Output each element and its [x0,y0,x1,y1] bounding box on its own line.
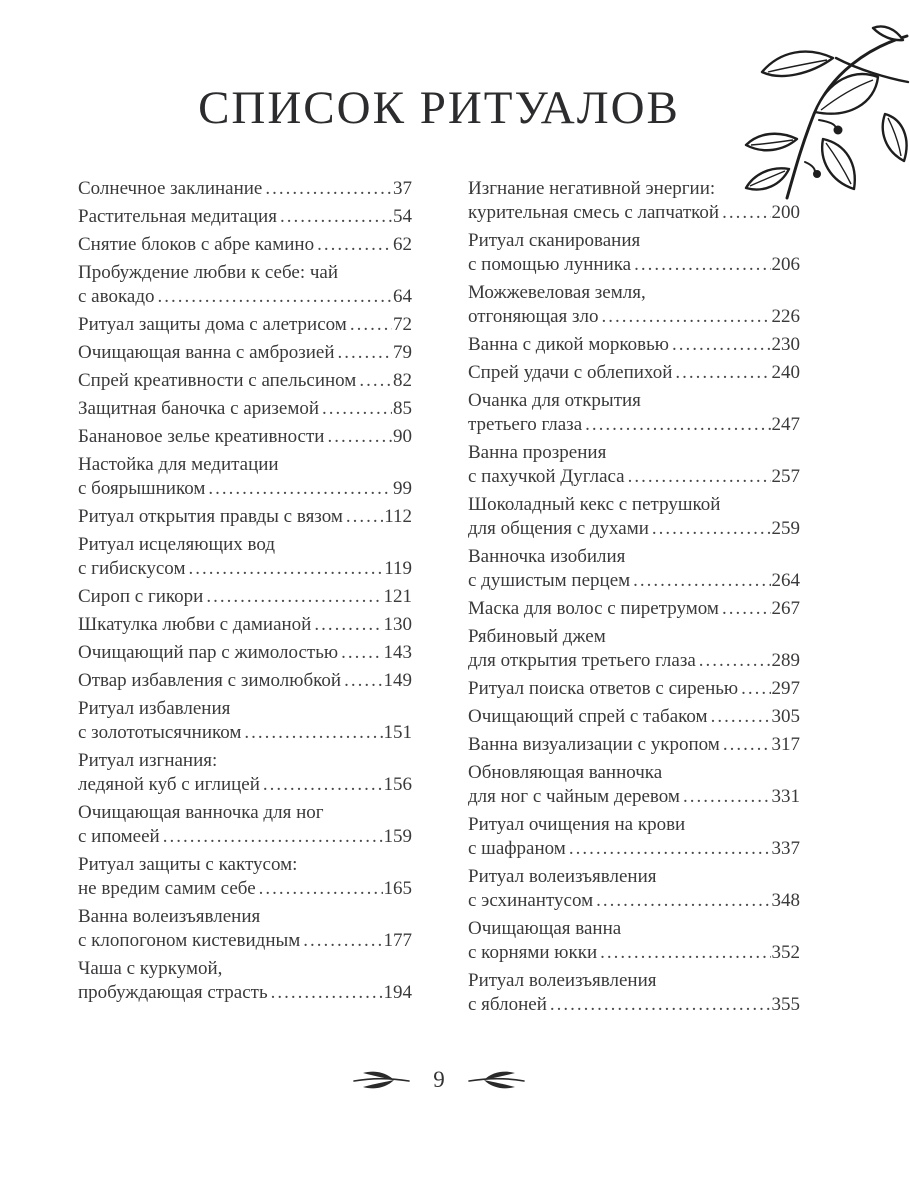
dot-leader [350,313,392,337]
toc-entry-line [468,305,800,329]
dot-leader [550,993,771,1017]
toc-entry [78,801,412,849]
toc-entry [78,533,412,581]
toc-entry [78,905,412,953]
toc-entry [78,585,412,609]
toc-entry [468,761,800,809]
toc-page-number: 99 [393,477,412,499]
toc-entry-title: Ванна прозрения [468,441,607,463]
toc-entry-title: отгоняющая зло [468,305,599,327]
toc-page-number: 230 [771,333,800,355]
toc-entry-title: пробуждающая страсть [78,981,268,1003]
toc-entry-title: Ритуал волеизъявления [468,969,657,991]
toc-entry-line [78,585,412,609]
dot-leader [652,517,771,541]
toc-entry-title: Отвар избавления с зимолюбкой [78,669,342,691]
toc-page-number: 264 [771,569,800,591]
toc-entry-line [78,233,412,257]
toc-entry-line [468,333,800,357]
toc-entry-line [468,281,800,305]
toc-entry-line [78,425,412,449]
toc-entry-title: Можжевеловая земля, [468,281,646,303]
toc-entry-line [468,465,800,489]
toc-entry-title: Чаша с куркумой, [78,957,223,979]
toc-entry-line [468,545,800,569]
toc-entry [78,505,412,529]
dot-leader [271,981,383,1005]
toc-entry-title: с авокадо [78,285,155,307]
dot-leader [344,669,382,693]
toc-entry [468,281,800,329]
toc-entry-title: Ритуал защиты с кактусом: [78,853,298,875]
dot-leader [158,285,392,309]
toc-entry-line [468,597,800,621]
dot-leader [634,253,770,277]
toc-entry [468,813,800,861]
dot-leader [244,721,382,745]
dot-leader [280,205,392,229]
toc-entry-title: с яблоней [468,993,547,1015]
toc-entry-title: третьего глаза [468,413,583,435]
dot-leader [628,465,771,489]
dot-leader [265,177,392,201]
toc-entry-line [78,801,412,825]
dot-leader [322,397,392,421]
toc-entry-line [78,905,412,929]
toc-entry [78,177,412,201]
toc-page-number: 200 [771,201,800,223]
toc-entry-line [78,613,412,637]
toc-entry-title: Ритуал сканирования [468,229,641,251]
toc-entry [78,341,412,365]
dot-leader [741,677,770,701]
toc-entry-line [468,413,800,437]
toc-entry-line [468,733,800,757]
toc-entry-title: Ритуал исцеляющих вод [78,533,275,555]
toc-page-number: 37 [393,177,412,199]
toc-entry [468,733,800,757]
dot-leader [341,641,382,665]
toc-entry-line [78,205,412,229]
toc-page-number: 226 [771,305,800,327]
toc-entry-title: с ипомеей [78,825,160,847]
toc-entry-title: Ванна волеизъявления [78,905,261,927]
toc-entry-title: с гибискусом [78,557,186,579]
dot-leader [259,877,383,901]
toc-entry-title: с пахучкой Дугласа [468,465,625,487]
toc-page-number: 121 [383,585,412,607]
toc-entry [468,333,800,357]
dot-leader [314,613,382,637]
toc-entry-line [78,853,412,877]
toc-entry-line [468,389,800,413]
dot-leader [303,929,382,953]
toc-entry [78,205,412,229]
toc-entry-line [78,261,412,285]
toc-page-number: 82 [393,369,412,391]
toc-entry-line [78,929,412,953]
toc-page-number: 267 [771,597,800,619]
toc-entry [468,705,800,729]
toc-page-number: 165 [383,877,412,899]
toc-entry-title: с помощью лунника [468,253,632,275]
dot-leader [596,889,770,913]
toc-page-number: 317 [771,733,800,755]
toc-page-number: 156 [383,773,412,795]
toc-entry-title: не вредим самим себе [78,877,256,899]
toc-entry-title: Ритуал очищения на крови [468,813,686,835]
toc-entry-title: Ритуал защиты дома с алетрисом [78,313,347,335]
toc-entry [468,493,800,541]
toc-page-number: 130 [383,613,412,635]
toc-entry [78,369,412,393]
toc-entry [78,641,412,665]
dot-leader [338,341,392,365]
toc-entry [78,697,412,745]
toc-entry-title: с боярышником [78,477,206,499]
dot-leader [723,733,771,757]
toc-page-number: 348 [771,889,800,911]
dot-leader [683,785,771,809]
toc-page-number: 355 [771,993,800,1015]
toc-page-number: 194 [383,981,412,1003]
toc-entry-line [78,341,412,365]
toc-entry [468,545,800,593]
dot-leader [711,705,771,729]
toc-page-number: 112 [384,505,412,527]
toc-page-number: 352 [771,941,800,963]
vine-leaves-corner-icon [735,20,910,205]
toc-entry-line [468,517,800,541]
toc-entry-line [78,397,412,421]
toc-column-left [78,177,412,1021]
toc-entry-line [78,557,412,581]
toc-entry-line [468,761,800,785]
leaf-arrow-right-icon [353,1070,411,1090]
toc-entry-line [468,969,800,993]
toc-entry-title: для общения с духами [468,517,649,539]
toc-entry [468,361,800,385]
dot-leader [600,941,770,965]
toc-entry [468,625,800,673]
toc-entry-line [468,569,800,593]
toc-entry [78,453,412,501]
toc-entry-line [78,505,412,529]
toc-entry [468,969,800,1017]
toc-entry-line [468,837,800,861]
dot-leader [585,413,770,437]
toc-entry-title: Пробуждение любви к себе: чай [78,261,339,283]
dot-leader [188,557,383,581]
toc-entry-line [78,313,412,337]
toc-entry-line [468,253,800,277]
toc-page-number: 305 [771,705,800,727]
toc-page-number: 72 [393,313,412,335]
toc-entry-title: Банановое зелье креативности [78,425,325,447]
toc-page-number: 259 [771,517,800,539]
toc-entry-line [78,773,412,797]
toc-page-number: 289 [771,649,800,671]
toc-page-number: 177 [383,929,412,951]
toc-page-number: 149 [383,669,412,691]
toc-entry-line [468,785,800,809]
toc-entry-title: ледяной куб с иглицей [78,773,260,795]
toc-entry-title: Шоколадный кекс с петрушкой [468,493,721,515]
toc-entry-title: курительная смесь с лапчаткой [468,201,720,223]
dot-leader [675,361,770,385]
toc-entry-title: Очищающая ванночка для ног [78,801,324,823]
toc-entry-line [468,361,800,385]
toc-entry-line [78,453,412,477]
leaf-arrow-left-icon [467,1070,525,1090]
toc-page-number: 240 [771,361,800,383]
toc-entry [78,397,412,421]
toc-entry [468,865,800,913]
toc-entry [468,229,800,277]
toc-entry-line [468,493,800,517]
toc-entry [468,917,800,965]
toc-entry-title: с корнями юкки [468,941,598,963]
toc-entry-line [78,669,412,693]
toc-page-number: 247 [771,413,800,435]
toc-entry-line [78,877,412,901]
toc-entry-title: Очищающая ванна [468,917,622,939]
toc-entry-line [468,917,800,941]
toc-entry-line [78,749,412,773]
toc-entry-title: с эсхинантусом [468,889,594,911]
toc-entry [78,669,412,693]
dot-leader [317,233,392,257]
toc-entry-title: Защитная баночка с ариземой [78,397,320,419]
dot-leader [633,569,770,593]
dot-leader [208,477,392,501]
page-footer [78,1068,800,1091]
dot-leader [206,585,382,609]
toc-entry-title: Ванна визуализации с укропом [468,733,720,755]
toc-entry-title: Ритуал изгнания: [78,749,218,771]
toc-page-number: 143 [383,641,412,663]
toc-entry-title: Маска для волос с пиретрумом [468,597,719,619]
toc-entry-title: с шафраном [468,837,566,859]
toc-entry-title: Настойка для медитации [78,453,279,475]
toc-entry-line [468,649,800,673]
toc-entry-title: Ванночка изобилия [468,545,626,567]
toc-page-number: 79 [393,341,412,363]
toc-entry-title: Ритуал избавления [78,697,231,719]
toc-entry-title: с душистым перцем [468,569,631,591]
toc-entry-line [78,533,412,557]
toc-page-number: 62 [393,233,412,255]
toc-entry-title: Очищающий пар с жимолостью [78,641,339,663]
toc-entry-title: Очанка для открытия [468,389,641,411]
toc-entry [78,613,412,637]
toc-entry-line [468,677,800,701]
toc-entry-line [468,813,800,837]
toc-entry-title: Ритуал открытия правды с вязом [78,505,343,527]
toc-entry [78,425,412,449]
toc-entry-line [78,285,412,309]
dot-leader [327,425,392,449]
toc-page-number: 257 [771,465,800,487]
toc-page-number: 119 [384,557,412,579]
toc-entry-line [468,441,800,465]
toc-entry [78,853,412,901]
toc-entry-title: Снятие блоков с абре камино [78,233,315,255]
toc-entry-line [468,889,800,913]
toc-entry [78,313,412,337]
toc-entry-line [78,825,412,849]
toc-entry [78,749,412,797]
toc-entry [468,441,800,489]
toc-entry [468,389,800,437]
toc-page-number: 151 [383,721,412,743]
toc-entry-title: Рябиновый джем [468,625,606,647]
toc-entry-line [78,697,412,721]
toc-entry-title: Обновляющая ванночка [468,761,663,783]
toc-page-number: 90 [393,425,412,447]
dot-leader [672,333,771,357]
toc-entry-line [78,957,412,981]
toc-entry-title: Спрей удачи с облепихой [468,361,673,383]
toc-page-number: 337 [771,837,800,859]
toc-column-right [468,177,800,1021]
toc-entry [78,233,412,257]
dot-leader [569,837,771,861]
toc-entry-title: с клопогоном кистевидным [78,929,301,951]
dot-leader [263,773,383,797]
toc-entry-line [468,993,800,1017]
toc-entry-line [468,865,800,889]
toc-entry-title: Спрей креативности с апельсином [78,369,357,391]
toc-entry-line [78,721,412,745]
toc-entry-title: с золототысячником [78,721,242,743]
toc-entry-line [78,981,412,1005]
toc-entry-title: Шкатулка любви с дамианой [78,613,312,635]
dot-leader [163,825,383,849]
toc-entry-line [78,641,412,665]
toc-entry-title: Очищающая ванна с амброзией [78,341,335,363]
toc-entry-line [468,941,800,965]
toc-page-number: 206 [771,253,800,275]
toc-page-number: 297 [771,677,800,699]
toc-entry-title: Ванна с дикой морковью [468,333,669,355]
page-title: СПИСОК РИТУАЛОВ [198,82,680,134]
toc-entry-line [78,477,412,501]
toc-entry-title: Очищающий спрей с табаком [468,705,708,727]
page-number: 9 [433,1067,445,1092]
table-of-contents [78,177,800,1021]
toc-entry-title: для ног с чайным деревом [468,785,680,807]
toc-page-number: 54 [393,205,412,227]
toc-entry-line [78,369,412,393]
dot-leader [602,305,771,329]
toc-entry [78,261,412,309]
dot-leader [722,597,771,621]
toc-entry-title: Сироп с гикори [78,585,204,607]
toc-entry-line [468,625,800,649]
toc-page-number: 331 [771,785,800,807]
toc-entry [468,677,800,701]
toc-entry-title: Ритуал поиска ответов с сиренью [468,677,739,699]
toc-page-number: 85 [393,397,412,419]
dot-leader [359,369,392,393]
toc-entry-title: Ритуал волеизъявления [468,865,657,887]
toc-page-number: 64 [393,285,412,307]
toc-entry-title: Изгнание негативной энергии: [468,177,716,199]
dot-leader [346,505,383,529]
toc-entry-title: Солнечное заклинание [78,177,263,199]
toc-entry [78,957,412,1005]
toc-entry-line [78,177,412,201]
toc-entry-line [468,705,800,729]
toc-entry [468,597,800,621]
toc-entry-title: Растительная медитация [78,205,277,227]
toc-entry-title: для открытия третьего глаза [468,649,696,671]
dot-leader [699,649,771,673]
toc-page-number: 159 [383,825,412,847]
toc-entry-line [468,229,800,253]
